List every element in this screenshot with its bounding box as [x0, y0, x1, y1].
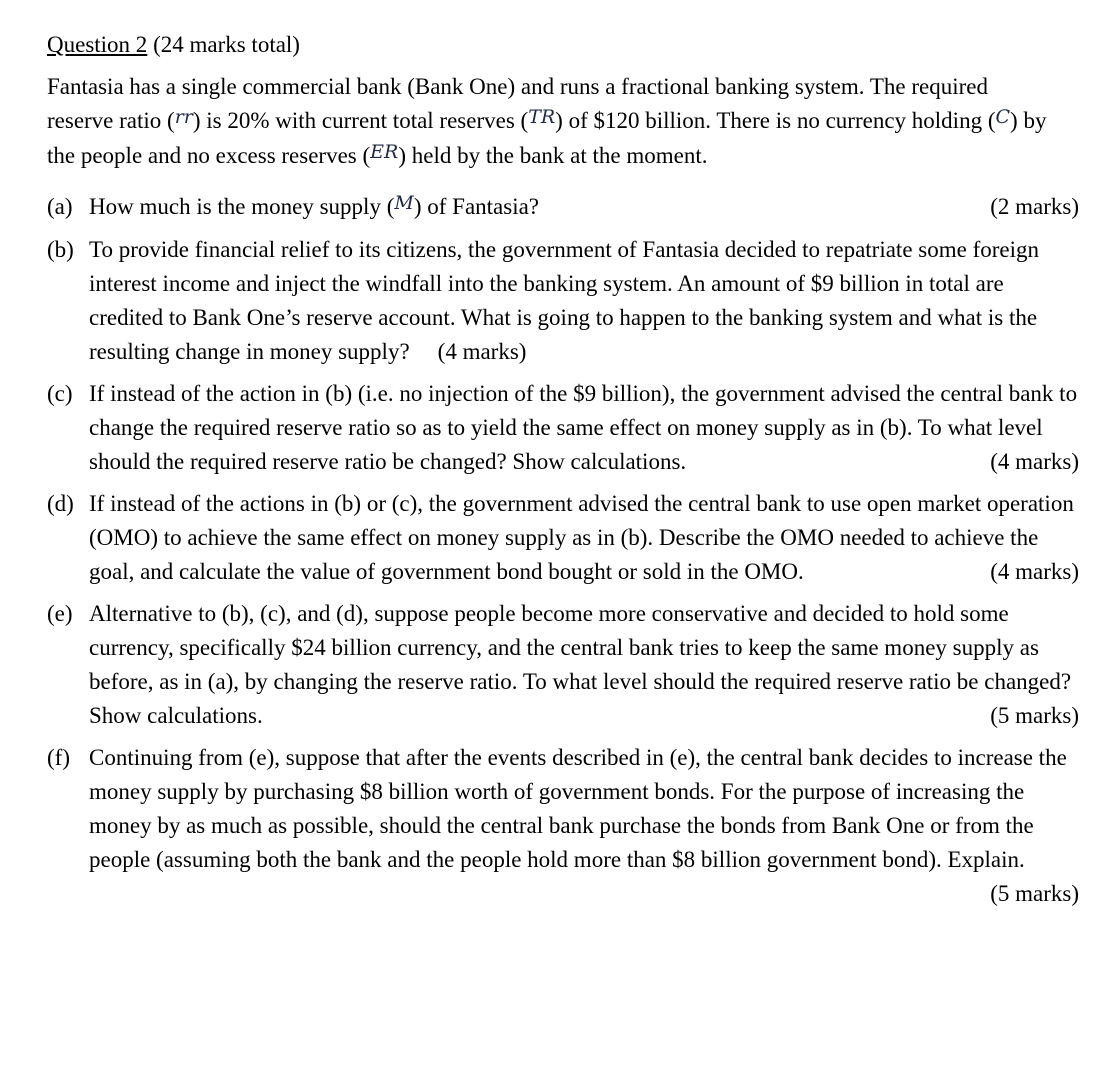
question-d-text: If instead of the actions in (b) or (c), the government advised the central bank to use open market operation (OMO) to achieve the same effect on money supply as in (b). Describe the OMO needed to achieve the goal, and calculate the value of government bond bought or sold in the OMO.: [89, 491, 1074, 584]
question-f-marks: (5 marks): [990, 881, 1079, 906]
question-b-text: To provide financial relief to its citizens, the government of Fantasia decided to repatriate some foreign interest income and inject the windfall into the banking system. An amount of $9 billion in total are credited to Bank One’s reserve account. What is going to happen to the banking system and what is the resulting change in money supply?: [89, 237, 1039, 364]
question-d-label: (d): [47, 491, 74, 516]
question-c: [47, 377, 1079, 479]
question-c-body: [89, 377, 1079, 479]
intro-text-5: ) held by the bank at the moment.: [398, 143, 708, 168]
question-a-text-2: ) of Fantasia?: [413, 194, 540, 219]
symbol-tr: TR: [528, 106, 556, 128]
symbol-m: M: [394, 192, 414, 214]
question-d-body: [89, 487, 1079, 589]
question-e-body: [89, 597, 1079, 733]
question-e-text: Alternative to (b), (c), and (d), suppose people become more conservative and decided to hold some currency, specifically $24 billion currency, and the central bank tries to keep the same money supply as before, as in (a), by changing the reserve ratio. To what level should the required reserve ratio be changed? Show calculations.: [89, 601, 1072, 728]
question-a-body: [89, 190, 1079, 225]
question-d: [47, 487, 1079, 589]
question-f-label: (f): [47, 745, 70, 770]
question-title: [47, 28, 1057, 62]
question-c-text: If instead of the action in (b) (i.e. no injection of the $9 billion), the government advised the central bank to change the required reserve ratio so as to yield the same effect on money supply as in (b). To what level should the required reserve ratio be changed? Show calculations.: [89, 381, 1078, 474]
question-c-marks: (4 marks): [990, 449, 1079, 474]
question-c-label: (c): [47, 381, 73, 406]
question-b: [47, 233, 1079, 369]
intro-paragraph: [47, 70, 1057, 174]
document-page: [47, 28, 1079, 919]
intro-text-1: Fantasia has a single commercial bank (Bank One) and runs a fractional banking system. The required reserve ratio (: [47, 74, 989, 133]
question-b-label: (b): [47, 237, 74, 262]
symbol-er: ER: [370, 141, 399, 163]
symbol-rr: rr: [174, 106, 193, 128]
question-f-body: [89, 741, 1079, 911]
intro-text-2: ) is 20% with current total reserves (: [192, 108, 529, 133]
question-b-marks: (4 marks): [437, 339, 527, 364]
question-a: [47, 190, 1079, 225]
question-label: Question 2: [47, 32, 148, 57]
question-e: [47, 597, 1079, 733]
question-a-marks: (2 marks): [990, 194, 1079, 219]
question-a-text-1: How much is the money supply (: [89, 194, 395, 219]
question-total-marks: (24 marks total): [147, 32, 300, 57]
question-e-marks: (5 marks): [990, 703, 1079, 728]
question-a-label: (a): [47, 194, 73, 219]
question-list: [47, 190, 1079, 911]
question-f: [47, 741, 1079, 911]
intro-text-3: ) of $120 billion. There is no currency holding (: [555, 108, 996, 133]
question-d-marks: (4 marks): [990, 559, 1079, 584]
question-f-text: Continuing from (e), suppose that after the events described in (e), the central bank decides to increase the money supply by purchasing $8 billion worth of government bonds. For the purpose of increasing the money by as much as possible, should the central bank purchase the bonds from Bank One or from the people (assuming both the bank and the people hold more than $8 billion government bond). Explain.: [89, 745, 1067, 872]
question-b-body: [89, 233, 1079, 369]
intro-text-4: ) by the people and no excess reserves (: [47, 108, 1047, 168]
question-e-label: (e): [47, 601, 73, 626]
symbol-c: C: [995, 106, 1011, 128]
